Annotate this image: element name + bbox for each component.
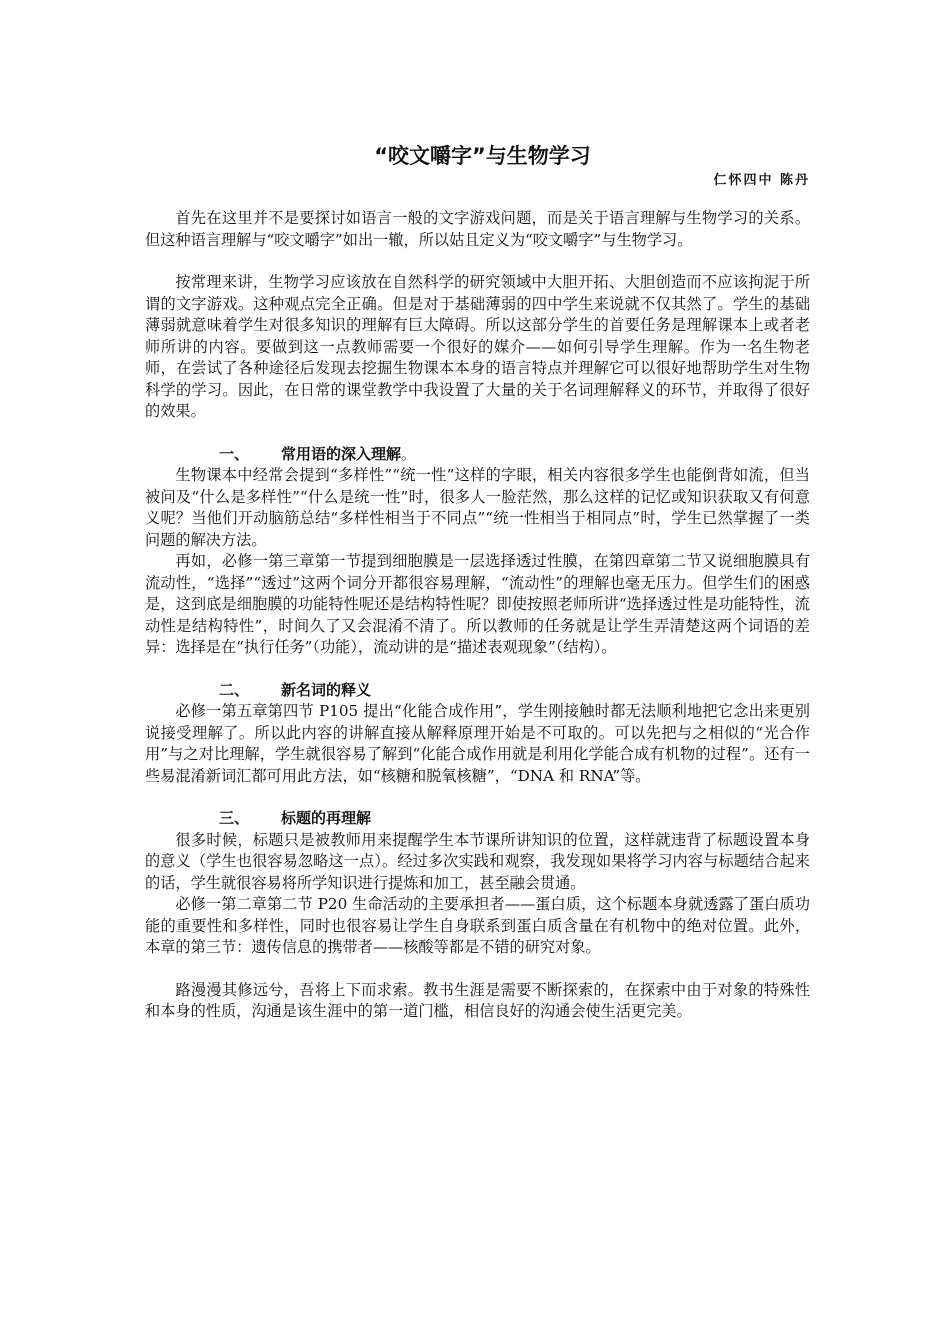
section-title-suffix: 。 — [401, 444, 417, 463]
section-heading-1 — [145, 444, 810, 466]
section-heading-3 — [145, 808, 810, 830]
article-title: “咬文嚼字”与生物学习 — [374, 144, 591, 168]
section-1-paragraph-2: 再如，必修一第三章第一节提到细胞膜是一层选择透过性膜，在第四章第二节又说细胞膜具有流动性，“选择”“透过”这两个词分开都很容易理解，“流动性”的理解也毫无压力。但学生们的困惑是，这到底是细胞膜的功能特性呢还是结构特性呢？即使按照老师所讲“选择透过性是功能特性，流动性是结构特性”，时间久了又会混淆不清了。所以教师的任务就是让学生弄清楚这两个词语的差异：选择是在“执行任务”（功能），流动讲的是“描述表观现象”（结构）。 — [145, 552, 810, 656]
section-title: 标题的再理解 — [281, 809, 372, 827]
section-number: 三、 — [219, 809, 250, 827]
paragraph-gap — [145, 787, 810, 808]
section-1-paragraph-1: 生物课本中经常会提到“多样性”“统一性”这样的字眼，相关内容很多学生也能倒背如流，但当被问及“什么是多样性”“什么是统一性”时，很多人一脸茫然，那么这样的记忆或知识获取又有何意义呢？当他们开动脑筋总结“多样性相当于不同点”“统一性相当于相同点”时，学生已然掌握了一类问题的解决方法。 — [145, 466, 810, 549]
author-line: 仁怀四中 陈丹 — [713, 173, 810, 188]
section-title: 常用语的深入理解 — [281, 444, 402, 463]
background-paragraph: 按常理来讲，生物学习应该放在自然科学的研究领域中大胆开拓、大胆创造而不应该拘泥于所谓的文字游戏。这种观点完全正确。但是对于基础薄弱的四中学生来说就不仅其然了。学生的基础薄弱就意味着学生对很多知识的理解有巨大障碍。所以这部分学生的首要任务是理解课本上或者老师所讲的内容。要做到这一点教师需要一个很好的媒介——如何引导学生理解。作为一名生物老师，在尝试了各种途径后发现去挖掘生物课本本身的语言特点并理解它可以很好地帮助学生对生物科学的学习。因此，在日常的课堂教学中我设置了大量的关于名词理解释义的环节，并取得了很好的效果。 — [145, 273, 810, 420]
section-3-paragraph-2: 必修一第二章第二节 P20 生命活动的主要承担者——蛋白质，这个标题本身就透露了蛋白质功能的重要性和多样性，同时也很容易让学生自身联系到蛋白质含量在有机物中的绝对位置。此外，本章的第三节：遗传信息的携带者——核酸等都是不错的研究对象。 — [145, 895, 810, 956]
document-page — [145, 140, 810, 1023]
intro-paragraph: 首先在这里并不是要探讨如语言一般的文字游戏问题，而是关于语言理解与生物学习的关系。但这种语言理解与“咬文嚼字”如出一辙，所以姑且定义为“咬文嚼字”与生物学习。 — [145, 209, 810, 249]
section-heading-2 — [145, 680, 810, 702]
paragraph-gap — [145, 423, 810, 444]
conclusion-paragraph: 路漫漫其修远兮，吾将上下而求索。教书生涯是需要不断探索的，在探索中由于对象的特殊性和本身的性质，沟通是该生涯中的第一道门槛，相信良好的沟通会使生活更完美。 — [145, 980, 810, 1020]
section-2-paragraph-1: 必修一第五章第四节 P105 提出“化能合成作用”，学生刚接触时都无法顺利地把它念出来更别说接受理解了。所以此内容的讲解直接从解释原理开始是不可取的。可以先把与之相似的“光合作用”与之对比理解，学生就很容易了解到“化能合成作用就是利用化学能合成有机物的过程”。还有一些易混淆新词汇都可用此方法，如“核糖和脱氧核糖”，“DNA 和 RNA”等。 — [145, 702, 810, 785]
section-number: 二、 — [219, 680, 250, 699]
section-number: 一、 — [219, 444, 250, 463]
paragraph-gap — [145, 959, 810, 980]
section-3-paragraph-1: 很多时候，标题只是被教师用来提醒学生本节课所讲知识的位置，这样就违背了标题设置本身的意义（学生也很容易忽略这一点）。经过多次实践和观察，我发现如果将学习内容与标题结合起来的话，学生就很容易将所学知识进行提炼和加工，甚至融会贯通。 — [145, 830, 810, 892]
paragraph-gap — [145, 251, 810, 272]
section-title: 新名词的释义 — [281, 680, 372, 699]
paragraph-gap — [145, 659, 810, 680]
